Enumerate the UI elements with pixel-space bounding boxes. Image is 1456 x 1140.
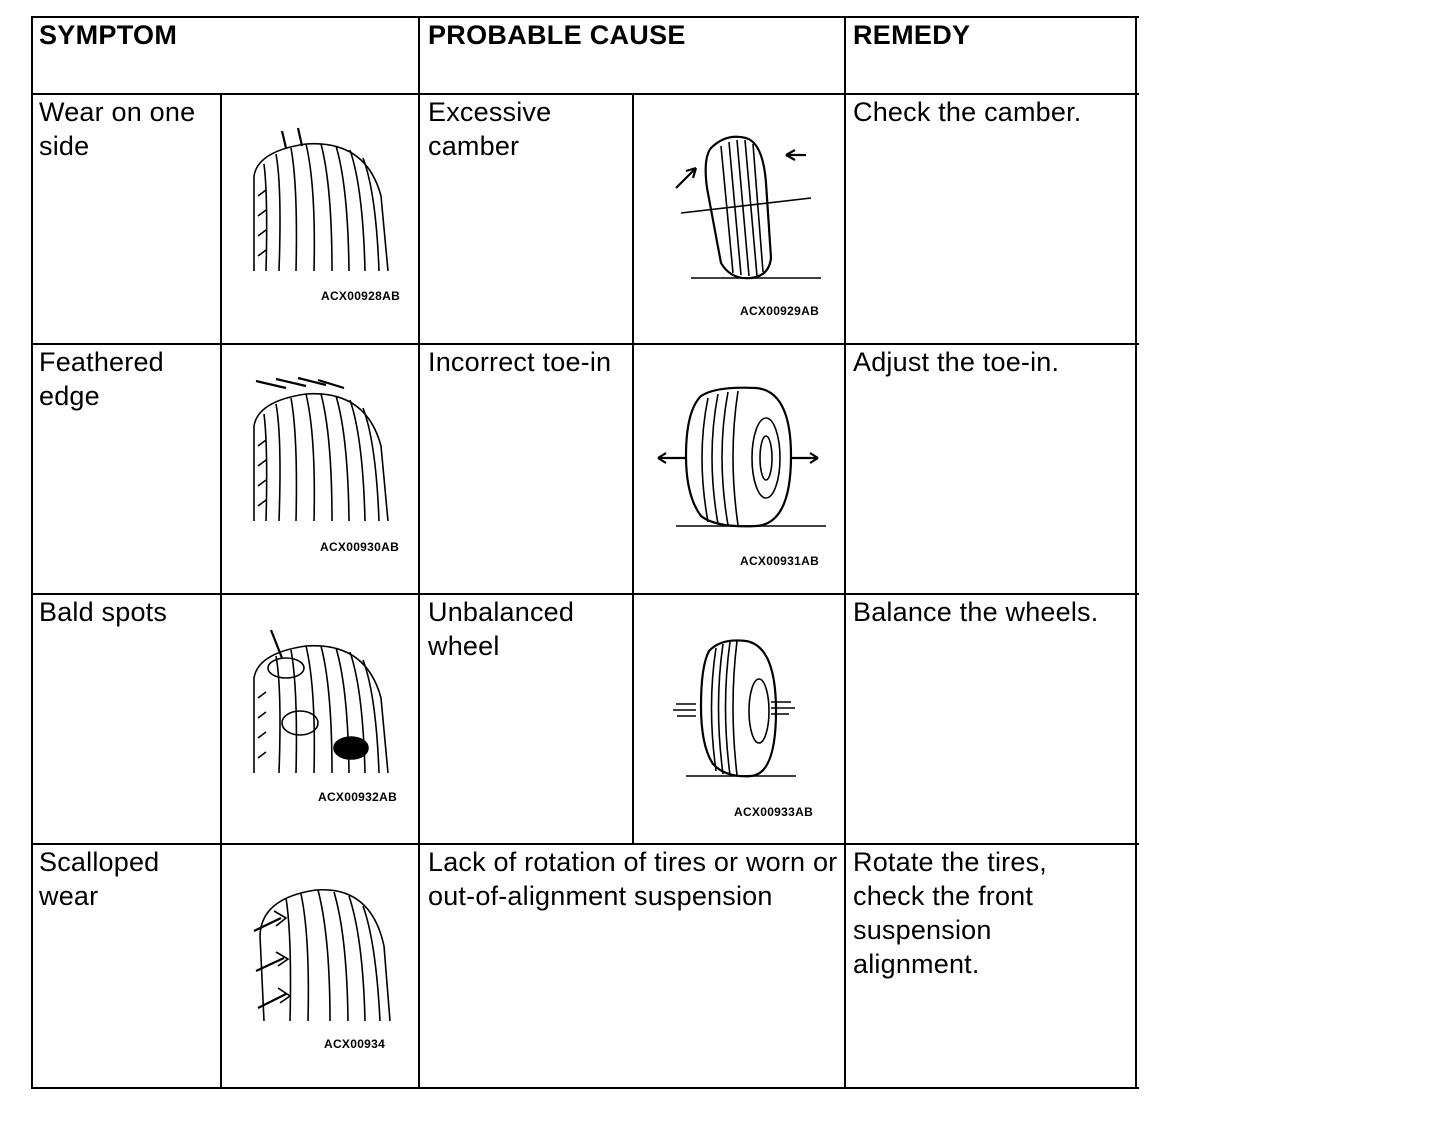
remedy-text: Adjust the toe-in. (853, 347, 1060, 377)
figure-code: ACX00929AB (740, 304, 820, 318)
figure-code: ACX00933AB (734, 805, 814, 819)
cause-text: Unbalanced wheel (428, 597, 575, 661)
table-column-divider (418, 16, 420, 1089)
symptom-text: Feathered edge (39, 347, 164, 411)
table-column-divider (220, 93, 222, 1089)
figure-code: ACX00930AB (320, 540, 400, 554)
figure-code: ACX00932AB (318, 790, 398, 804)
symptom-text: Bald spots (39, 597, 168, 627)
table-border-bottom (31, 1087, 1139, 1089)
tire-unbalanced-wheel-illustration (671, 636, 831, 781)
figure-code: ACX00931AB (740, 554, 820, 568)
tire-scalloped-wear-illustration (246, 876, 396, 1031)
tire-wear-one-side-illustration (246, 126, 396, 286)
tire-toe-in-illustration (656, 386, 836, 531)
table-border-left (31, 16, 33, 1089)
header-probable-cause: PROBABLE CAUSE (428, 20, 686, 50)
tire-bald-spots-illustration (246, 628, 396, 788)
tire-camber-illustration (671, 128, 851, 288)
figure-code: ACX00928AB (321, 289, 401, 303)
cause-text: Excessive camber (428, 97, 552, 161)
header-remedy: REMEDY (853, 20, 971, 50)
figure-code: ACX00934 (324, 1037, 386, 1051)
table-column-divider (632, 93, 634, 845)
cause-text: Incorrect toe-in (428, 347, 612, 377)
remedy-text: Rotate the tires, check the front suspension alignment. (853, 847, 1047, 979)
tire-feathered-edge-illustration (246, 376, 396, 536)
cause-text: Lack of rotation of tires or worn or out-of-alignment suspension (428, 847, 838, 911)
tire-wear-diagnosis-table (31, 16, 1139, 1090)
remedy-text: Balance the wheels. (853, 597, 1099, 627)
table-border-right (1135, 16, 1137, 1089)
remedy-text: Check the camber. (853, 97, 1082, 127)
header-symptom: SYMPTOM (39, 20, 178, 50)
symptom-text: Wear on one side (39, 97, 196, 161)
symptom-text: Scalloped wear (39, 847, 160, 911)
